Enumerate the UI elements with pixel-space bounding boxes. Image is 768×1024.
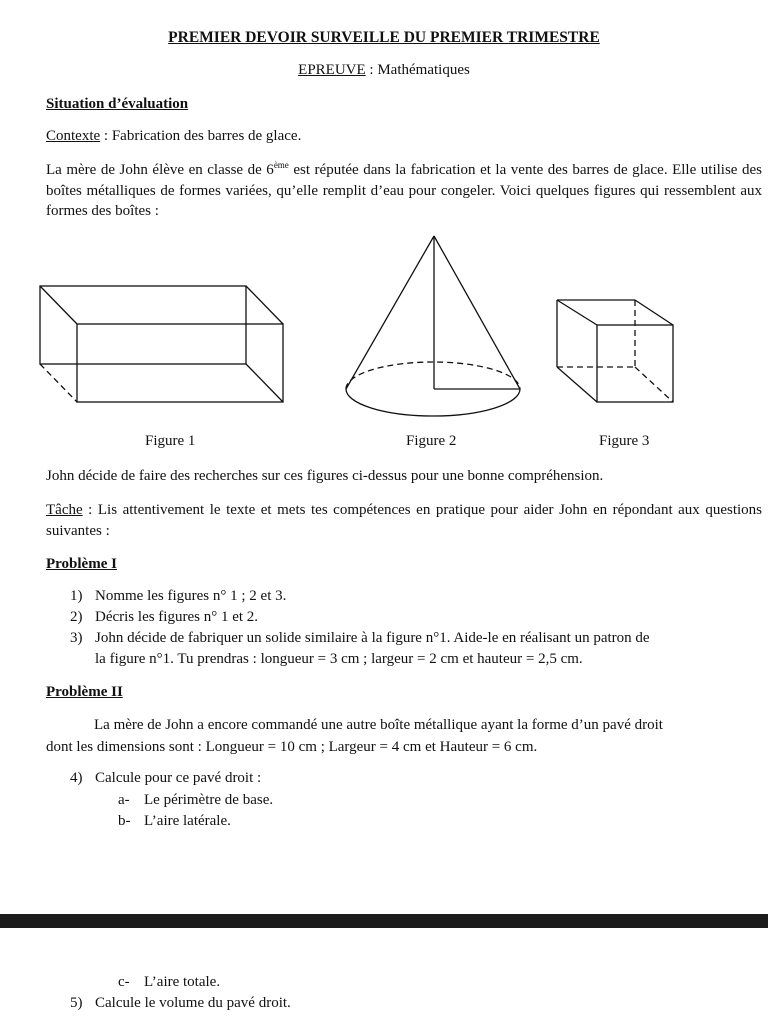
subitem-c-letter: c- xyxy=(118,974,130,990)
question-3-text-line1: John décide de fabriquer un solide similaire à la figure n°1. Aide-le en réalisant un patron de xyxy=(95,630,650,646)
subitem-c xyxy=(0,973,768,993)
subitem-c-text: L’aire totale. xyxy=(144,974,221,990)
subitem-a-letter: a- xyxy=(118,792,130,808)
figure-1-prism xyxy=(40,286,283,402)
tache-sep: : xyxy=(82,502,98,518)
question-3-text-line2: la figure n°1. Tu prendras : longueur = 3 cm ; largeur = 2 cm et hauteur = 2,5 cm. xyxy=(95,651,583,667)
intro-superscript: ème xyxy=(273,160,289,170)
question-5-text: Calcule le volume du pavé droit. xyxy=(95,995,291,1011)
probleme-1-heading: Problème I xyxy=(46,556,117,572)
question-2 xyxy=(0,608,768,628)
question-1-number: 1) xyxy=(70,588,83,604)
question-5 xyxy=(0,994,768,1014)
question-3-number: 3) xyxy=(70,630,83,646)
tache-text: Lis attentivement le texte et mets tes compétences en pratique pour aider John en répondant aux questions suivantes : xyxy=(46,502,762,539)
probleme-2-para-line1: La mère de John a encore commandé une autre boîte métallique ayant la forme d’un pavé droit xyxy=(94,717,663,733)
contexte-value: Fabrication des barres de glace. xyxy=(111,128,302,144)
question-3 xyxy=(0,629,768,671)
question-2-text: Décris les figures n° 1 et 2. xyxy=(95,609,259,625)
contexte-label: Contexte xyxy=(46,128,101,144)
epreuve-value: Mathématiques xyxy=(377,62,470,78)
tache-label: Tâche xyxy=(46,502,83,518)
probleme-2-heading: Problème II xyxy=(46,684,123,700)
epreuve-sep: : xyxy=(365,62,378,78)
tache-paragraph xyxy=(46,500,762,541)
question-1 xyxy=(0,587,768,607)
contexte-sep: : xyxy=(100,128,112,144)
research-text: John décide de faire des recherches sur ces figures ci-dessus pour une bonne compréhension. xyxy=(46,468,604,484)
subitem-a xyxy=(0,791,768,811)
question-2-number: 2) xyxy=(70,609,83,625)
subitem-b-text: L’aire latérale. xyxy=(144,813,231,829)
figures-drawing xyxy=(0,0,768,460)
subitem-b-letter: b- xyxy=(118,813,131,829)
figure-2-caption: Figure 2 xyxy=(406,433,457,449)
intro-text-end: est réputée dans la fabrication et la vente des barres de glace. Elle utilise des boîtes métalliques de formes variées, qu’elle remplit d’eau pour congeler. Voici quelques figures qui ressemblent aux formes des boîtes : xyxy=(46,162,762,219)
question-4-number: 4) xyxy=(70,770,83,786)
figure-3-cube xyxy=(557,300,673,402)
question-4-text: Calcule pour ce pavé droit : xyxy=(95,770,262,786)
figure-2-cone xyxy=(346,236,520,416)
epreuve-label: EPREUVE xyxy=(298,62,366,78)
subitem-a-text: Le périmètre de base. xyxy=(144,792,274,808)
page-title: PREMIER DEVOIR SURVEILLE DU PREMIER TRIMESTRE xyxy=(168,29,600,46)
intro-text-start: La mère de John élève en classe de 6 xyxy=(46,162,274,178)
page-break-band xyxy=(0,914,768,928)
question-5-number: 5) xyxy=(70,995,83,1011)
situation-heading: Situation d’évaluation xyxy=(46,96,189,112)
probleme-2-para-line2: dont les dimensions sont : Longueur = 10 cm ; Largeur = 4 cm et Hauteur = 6 cm. xyxy=(46,739,538,755)
question-4 xyxy=(0,769,768,789)
question-1-text: Nomme les figures n° 1 ; 2 et 3. xyxy=(95,588,287,604)
figure-3-caption: Figure 3 xyxy=(599,433,650,449)
figure-1-caption: Figure 1 xyxy=(145,433,196,449)
subitem-b xyxy=(0,812,768,832)
